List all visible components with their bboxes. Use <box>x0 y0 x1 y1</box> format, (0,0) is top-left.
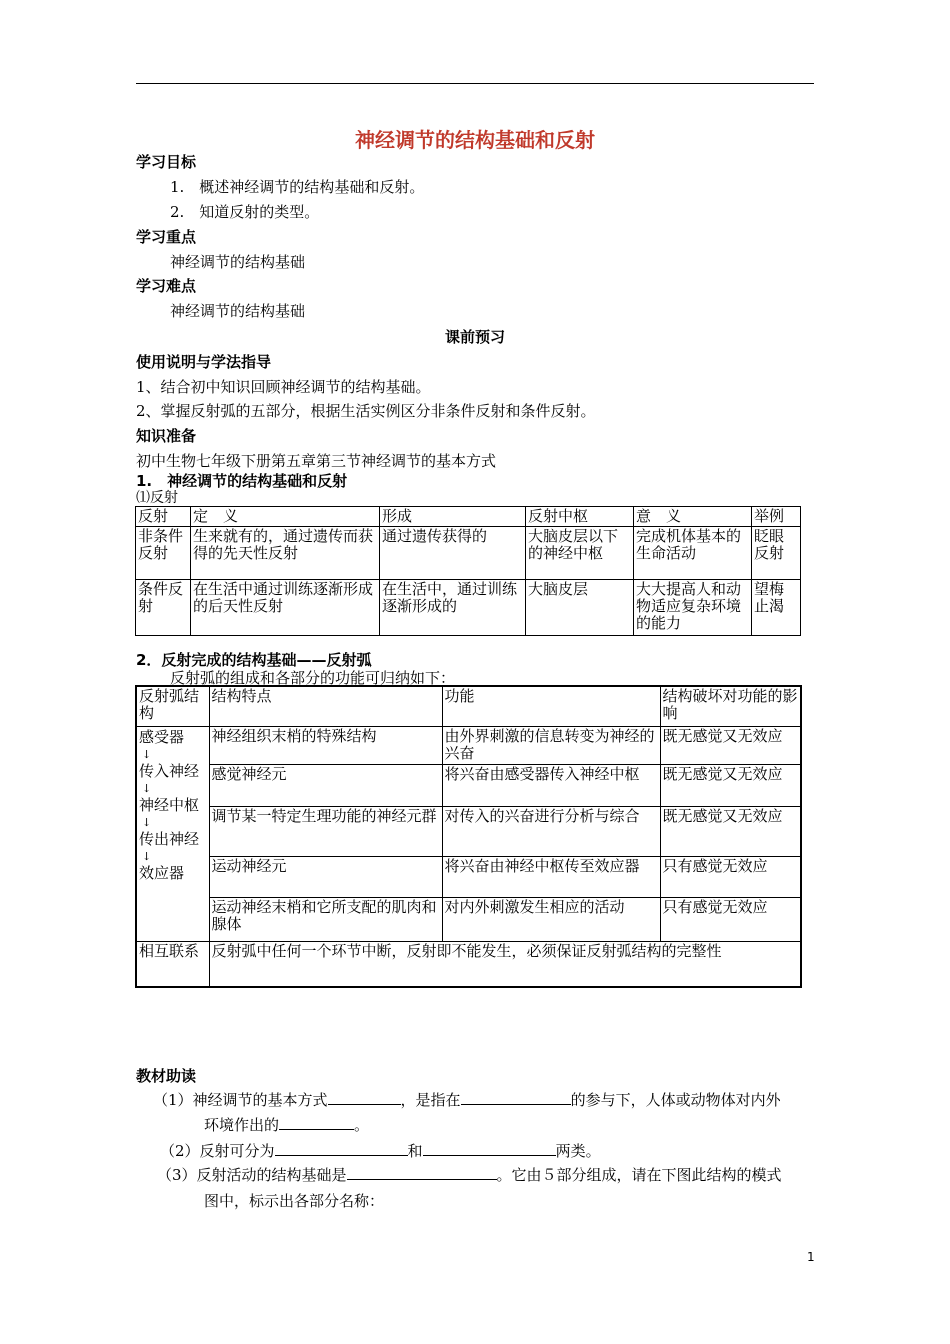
table-cell: 调节某一特定生理功能的神经元群 <box>209 806 442 856</box>
q3-text-b: 。它由５部分组成，请在下图此结构的模式 <box>496 1166 782 1184</box>
table-cell: 条件反射 <box>136 580 191 636</box>
difficulty-text: 神经调节的结构基础 <box>170 302 306 320</box>
q1-text-d: 环境作出的 <box>204 1116 280 1134</box>
down-arrow-icon: ↓ <box>142 747 152 761</box>
table-header-cell: 结构特点 <box>209 686 442 726</box>
table-cell: 将兴奋由神经中枢传至效应器 <box>442 856 660 897</box>
table-cell: 神经组织末梢的特殊结构 <box>209 726 442 764</box>
table-cell: 对内外刺激发生相应的活动 <box>442 897 660 941</box>
q3-text-a: （3）反射活动的结构基础是 <box>157 1166 347 1184</box>
section1-heading: 1. 神经调节的结构基础和反射 <box>136 472 348 490</box>
reading-heading: 教材助读 <box>136 1067 197 1085</box>
blank-field[interactable] <box>328 1090 401 1105</box>
table-cell: 通过遗传获得的 <box>380 527 526 580</box>
table-header-cell: 反射 <box>136 507 191 527</box>
arc-chain <box>139 728 207 883</box>
header-rule <box>136 83 814 84</box>
table-row <box>136 764 801 806</box>
table-header-cell: 定 义 <box>191 507 380 527</box>
chain-node-afferent: 传入神经 <box>139 761 200 780</box>
table-cell: 完成机体基本的生命活动 <box>634 527 752 580</box>
guide-item-1: 1、结合初中知识回顾神经调节的结构基础。 <box>136 378 431 396</box>
goal-item-2: 2. 知道反射的类型。 <box>170 203 320 221</box>
preview-heading: 课前预习 <box>444 328 505 346</box>
table-row <box>136 897 801 941</box>
table-cell: 既无感觉又无效应 <box>660 764 801 806</box>
table-cell: 运动神经末梢和它所支配的肌肉和腺体 <box>209 897 442 941</box>
table-cell: 只有感觉无效应 <box>660 856 801 897</box>
section2-heading: 2．反射完成的结构基础——反射弧 <box>136 651 372 669</box>
table-header-cell: 举例 <box>752 507 801 527</box>
q1-text-c: 的参与下，人体或动物体对内外 <box>570 1091 781 1109</box>
chain-node-efferent: 传出神经 <box>139 829 200 848</box>
page-title: 神经调节的结构基础和反射 <box>355 128 595 152</box>
table-cell: 运动神经元 <box>209 856 442 897</box>
chain-node-center: 神经中枢 <box>139 795 200 814</box>
table-cell: 在生活中通过训练逐渐形成的后天性反射 <box>191 580 380 636</box>
arc-chain-cell <box>136 726 209 941</box>
blank-field[interactable] <box>275 1141 408 1156</box>
goal-item-1: 1. 概述神经调节的结构基础和反射。 <box>170 178 425 196</box>
question-2 <box>160 1141 601 1161</box>
q1-text-e: 。 <box>354 1116 370 1134</box>
table-cell: 由外界刺激的信息转变为神经的兴奋 <box>442 726 660 764</box>
table-cell: 感觉神经元 <box>209 764 442 806</box>
reflex-table <box>135 506 801 636</box>
prep-heading: 知识准备 <box>136 427 197 445</box>
question-3-line-2: 图中，标示出各部分名称： <box>204 1192 385 1210</box>
key-heading: 学习重点 <box>136 228 197 246</box>
table-cell: 在生活中，通过训练逐渐形成的 <box>380 580 526 636</box>
chain-node-effector: 效应器 <box>139 863 185 882</box>
reflex-arc-table <box>135 685 802 988</box>
section1-sub: ⑴反射 <box>136 490 178 506</box>
section2-intro: 反射弧的组成和各部分的功能可归纳如下： <box>170 669 456 687</box>
table-cell: 大脑皮层以下的神经中枢 <box>526 527 634 580</box>
guide-item-2: 2、掌握反射弧的五部分，根据生活实例区分非条件反射和条件反射。 <box>136 402 596 420</box>
table-header-cell: 反射中枢 <box>526 507 634 527</box>
page-number: 1 <box>807 1250 815 1264</box>
q2-text-c: 两类。 <box>555 1142 601 1160</box>
relation-text: 反射弧中任何一个环节中断，反射即不能发生，必须保证反射弧结构的完整性 <box>209 941 801 987</box>
prep-text: 初中生物七年级下册第五章第三节神经调节的基本方式 <box>136 452 497 470</box>
q1-text-b: ，是指在 <box>400 1091 461 1109</box>
table-header-cell: 意 义 <box>634 507 752 527</box>
down-arrow-icon: ↓ <box>142 849 152 863</box>
down-arrow-icon: ↓ <box>142 781 152 795</box>
table-header-row <box>136 686 801 726</box>
table-header-row <box>136 507 801 527</box>
table-cell: 大大提高人和动物适应复杂环境的能力 <box>634 580 752 636</box>
table-row <box>136 806 801 856</box>
table-cell: 望梅止渴 <box>752 580 801 636</box>
table-cell: 将兴奋由感受器传入神经中枢 <box>442 764 660 806</box>
difficulty-heading: 学习难点 <box>136 277 197 295</box>
table-header-cell: 结构破坏对功能的影响 <box>660 686 801 726</box>
question-1-line-1 <box>153 1090 781 1110</box>
table-row <box>136 726 801 764</box>
table-header-cell: 反射弧结构 <box>136 686 209 726</box>
table-header-cell: 形成 <box>380 507 526 527</box>
table-cell: 生来就有的，通过遗传而获得的先天性反射 <box>191 527 380 580</box>
table-row <box>136 527 801 580</box>
table-cell: 非条件反射 <box>136 527 191 580</box>
table-row <box>136 856 801 897</box>
question-1-line-2 <box>204 1115 369 1135</box>
table-row <box>136 941 801 987</box>
guide-heading: 使用说明与学法指导 <box>136 353 272 371</box>
table-cell: 既无感觉又无效应 <box>660 726 801 764</box>
q2-text-a: （2）反射可分为 <box>160 1142 275 1160</box>
table-cell: 眨眼反射 <box>752 527 801 580</box>
down-arrow-icon: ↓ <box>142 815 152 829</box>
table-cell: 既无感觉又无效应 <box>660 806 801 856</box>
q1-text-a: （1）神经调节的基本方式 <box>153 1091 328 1109</box>
question-3-line-1 <box>157 1165 782 1185</box>
key-text: 神经调节的结构基础 <box>170 253 306 271</box>
table-cell: 大脑皮层 <box>526 580 634 636</box>
blank-field[interactable] <box>279 1115 354 1130</box>
table-header-cell: 功能 <box>442 686 660 726</box>
relation-label: 相互联系 <box>136 941 209 987</box>
q2-text-b: 和 <box>407 1142 423 1160</box>
blank-field[interactable] <box>423 1141 556 1156</box>
table-cell: 只有感觉无效应 <box>660 897 801 941</box>
table-row <box>136 580 801 636</box>
goals-heading: 学习目标 <box>136 153 197 171</box>
chain-node-receptor: 感受器 <box>139 727 185 746</box>
blank-field[interactable] <box>461 1090 571 1105</box>
table-cell: 对传入的兴奋进行分析与综合 <box>442 806 660 856</box>
blank-field[interactable] <box>347 1165 497 1180</box>
